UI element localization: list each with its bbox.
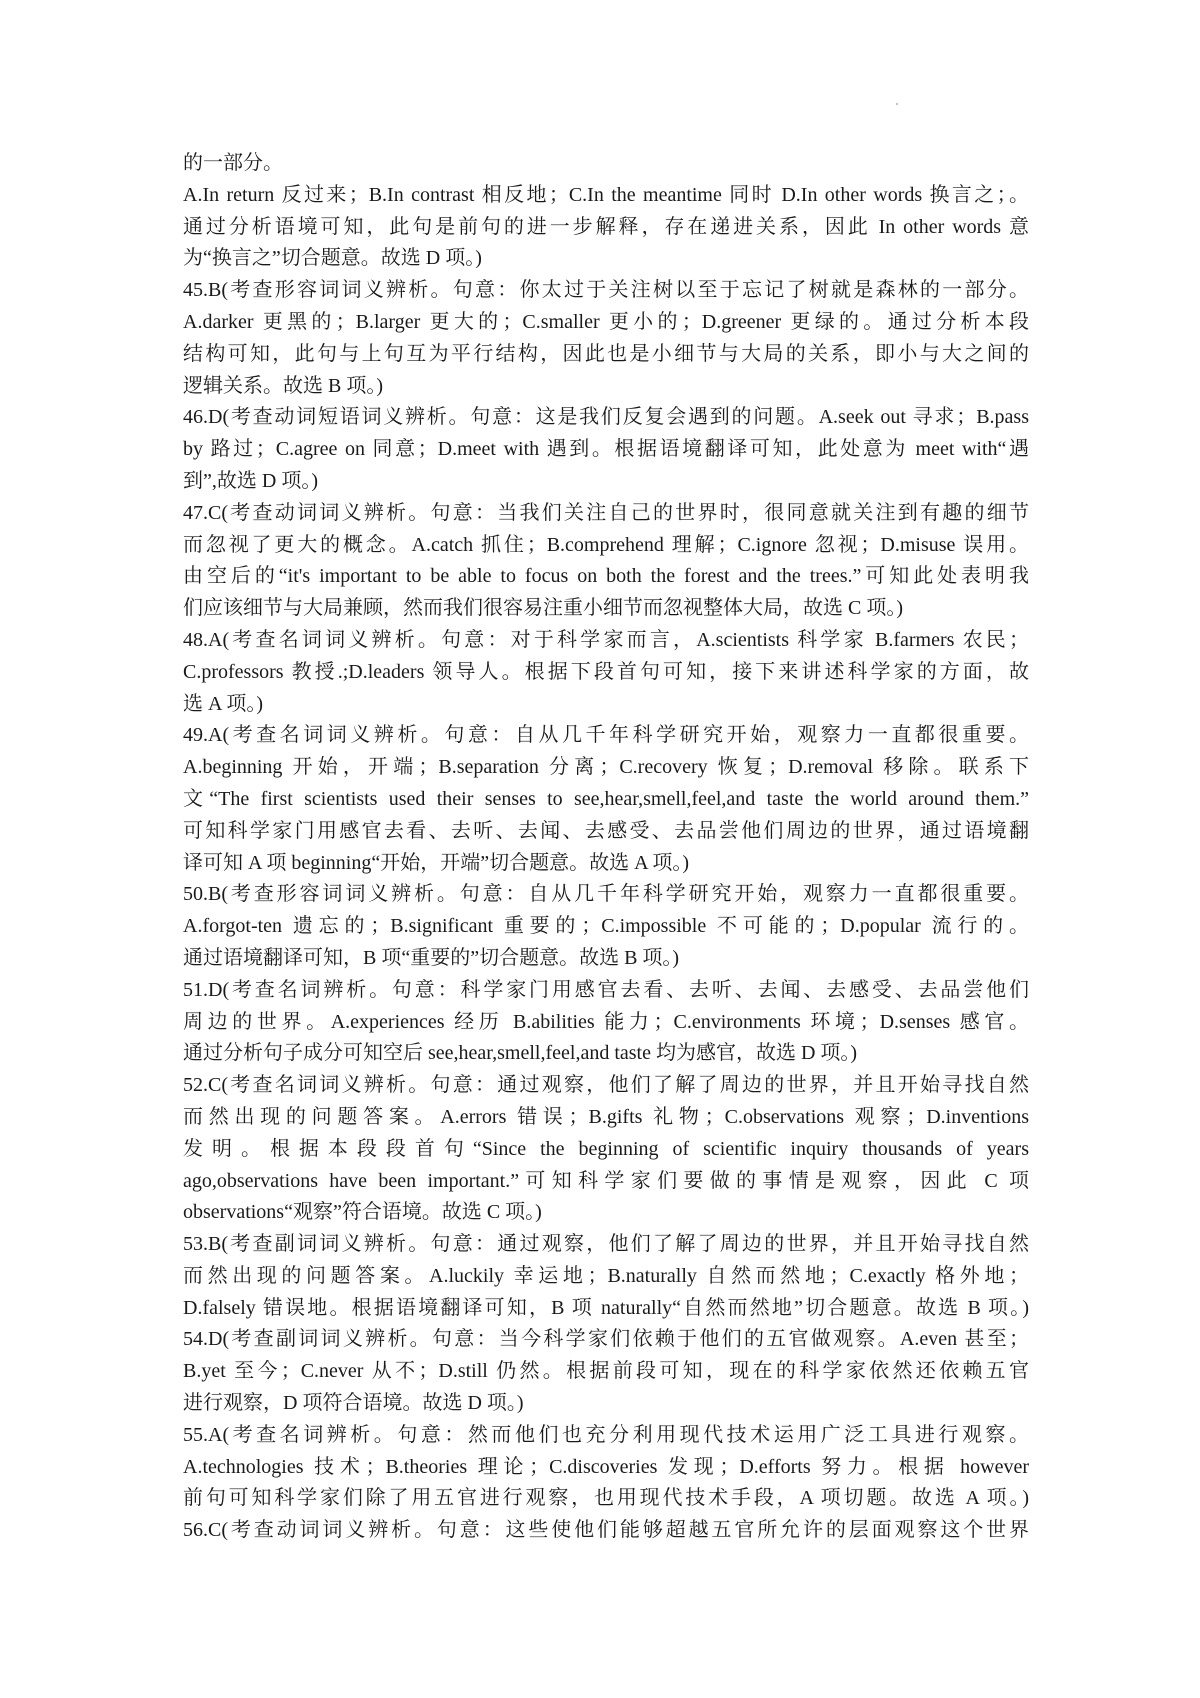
text-line: 译可知 A 项 beginning“开始，开端”切合题意。故选 A 项。) — [183, 851, 690, 874]
text-line: by 路过；C.agree on 同意；D.meet with 遇到。根据语境翻译可知，此处意为 meet with“遇 — [183, 438, 1029, 461]
text-line: 通过分析句子成分可知空后 see,hear,smell,feel,and taste 均为感官，故选 D 项。) — [183, 1042, 858, 1065]
text-line: 47.C(考查动词词义辨析。句意：当我们关注自己的世界时，很同意就关注到有趣的细节 — [183, 501, 1029, 524]
text-line: 46.D(考查动词短语词义辨析。句意：这是我们反复会遇到的问题。A.seek out 寻求；B.pass — [183, 406, 1029, 429]
text-line: 结构可知，此句与上句互为平行结构，因此也是小细节与大局的关系，即小与大之间的 — [183, 342, 1029, 365]
text-line: 51.D(考查名词辨析。句意：科学家门用感官去看、去听、去闻、去感受、去品尝他们 — [183, 978, 1029, 1001]
text-line: 53.B(考查副词词义辨析。句意：通过观察，他们了解了周边的世界，并且开始寻找自然 — [183, 1233, 1029, 1256]
text-line: C.professors 教授.;D.leaders 领导人。根据下段首句可知，接下来讲述科学家的方面，故 — [183, 660, 1029, 683]
text-line: 52.C(考查名词词义辨析。句意：通过观察，他们了解了周边的世界，并且开始寻找自然 — [183, 1074, 1029, 1097]
text-line: 而然出现的问题答案。A.errors 错误；B.gifts 礼物；C.observations 观察；D.inventions — [183, 1105, 1029, 1128]
text-line: 文“The first scientists used their senses to see,hear,smell,feel,and taste the world around them.” — [183, 787, 1029, 810]
text-line: ago,observations have been important.”可知科学家们要做的事情是观察，因此 C 项 — [183, 1169, 1029, 1192]
text-line: 的一部分。 — [183, 152, 283, 174]
text-line: B.yet 至今；C.never 从不；D.still 仍然。根据前段可知，现在的科学家依然还依赖五官 — [183, 1360, 1029, 1383]
text-line: 50.B(考查形容词词义辨析。句意：自从几千年科学研究开始，观察力一直都很重要。 — [183, 883, 1029, 906]
text-line: 到”,故选 D 项。) — [183, 469, 318, 492]
text-line: 48.A(考查名词词义辨析。句意：对于科学家而言，A.scientists 科学家 B.farmers 农民； — [183, 628, 1029, 651]
text-line: 通过分析语境可知，此句是前句的进一步解释，存在递进关系，因此 In other words 意 — [183, 215, 1029, 238]
text-line: 54.D(考查副词词义辨析。句意：当今科学家们依赖于他们的五官做观察。A.even 甚至； — [183, 1328, 1029, 1351]
text-line: 56.C(考查动词词义辨析。句意：这些使他们能够超越五官所允许的层面观察这个世界 — [183, 1519, 1029, 1542]
text-line: 45.B(考查形容词词义辨析。句意：你太过于关注树以至于忘记了树就是森林的一部分。 — [183, 279, 1029, 302]
text-line: 进行观察，D 项符合语境。故选 D 项。) — [183, 1392, 524, 1415]
text-line: 49.A(考查名词词义辨析。句意：自从几千年科学研究开始，观察力一直都很重要。 — [183, 724, 1029, 747]
text-line: D.falsely 错误地。根据语境翻译可知，B 项 naturally“自然而然地”切合题意。故选 B 项。) — [183, 1296, 1029, 1319]
text-line: observations“观察”符合语境。故选 C 项。) — [183, 1201, 542, 1224]
text-line: 们应该细节与大局兼顾，然而我们很容易注重小细节而忽视整体大局，故选 C 项。) — [183, 597, 903, 620]
text-line: 选 A 项。) — [183, 692, 263, 715]
text-line: 而然出现的问题答案。A.luckily 幸运地；B.naturally 自然而然地；C.exactly 格外地； — [183, 1264, 1029, 1287]
text-line: 而忽视了更大的概念。A.catch 抓住；B.comprehend 理解；C.ignore 忽视；D.misuse 误用。 — [183, 533, 1029, 556]
text-line: 前句可知科学家们除了用五官进行观察，也用现代技术手段，A 项切题。故选 A 项。) — [183, 1487, 1029, 1510]
text-line: A.darker 更黑的；B.larger 更大的；C.smaller 更小的；D.greener 更绿的。通过分析本段 — [183, 310, 1029, 333]
text-line: 可知科学家门用感官去看、去听、去闻、去感受、去品尝他们周边的世界，通过语境翻 — [183, 819, 1029, 842]
text-line: A.forgot-ten 遗忘的；B.significant 重要的；C.impossible 不可能的；D.popular 流行的。 — [183, 915, 1029, 938]
text-line: 为“换言之”切合题意。故选 D 项。) — [183, 247, 482, 270]
text-line: 由空后的“it's important to be able to focus on both the forest and the trees.”可知此处表明我 — [183, 565, 1029, 588]
scan-speck — [896, 103, 898, 105]
text-line: 周边的世界。A.experiences 经历 B.abilities 能力；C.environments 环境；D.senses 感官。 — [183, 1010, 1029, 1033]
text-line: A.technologies 技术；B.theories 理论；C.discoveries 发现；D.efforts 努力。根据 however — [183, 1455, 1029, 1478]
document-body — [183, 148, 1029, 1547]
text-line: A.beginning 开始，开端；B.separation 分离；C.recovery 恢复；D.removal 移除。联系下 — [183, 756, 1029, 779]
text-line: 55.A(考查名词辨析。句意：然而他们也充分利用现代技术运用广泛工具进行观察。 — [183, 1423, 1029, 1446]
text-line: A.In return 反过来；B.In contrast 相反地；C.In the meantime 同时 D.In other words 换言之；。 — [183, 183, 1029, 206]
text-line: 通过语境翻译可知，B 项“重要的”切合题意。故选 B 项。) — [183, 946, 680, 969]
text-line: 发明。根据本段段首句“Since the beginning of scientific inquiry thousands of years — [183, 1137, 1029, 1160]
text-line: 逻辑关系。故选 B 项。) — [183, 374, 383, 397]
